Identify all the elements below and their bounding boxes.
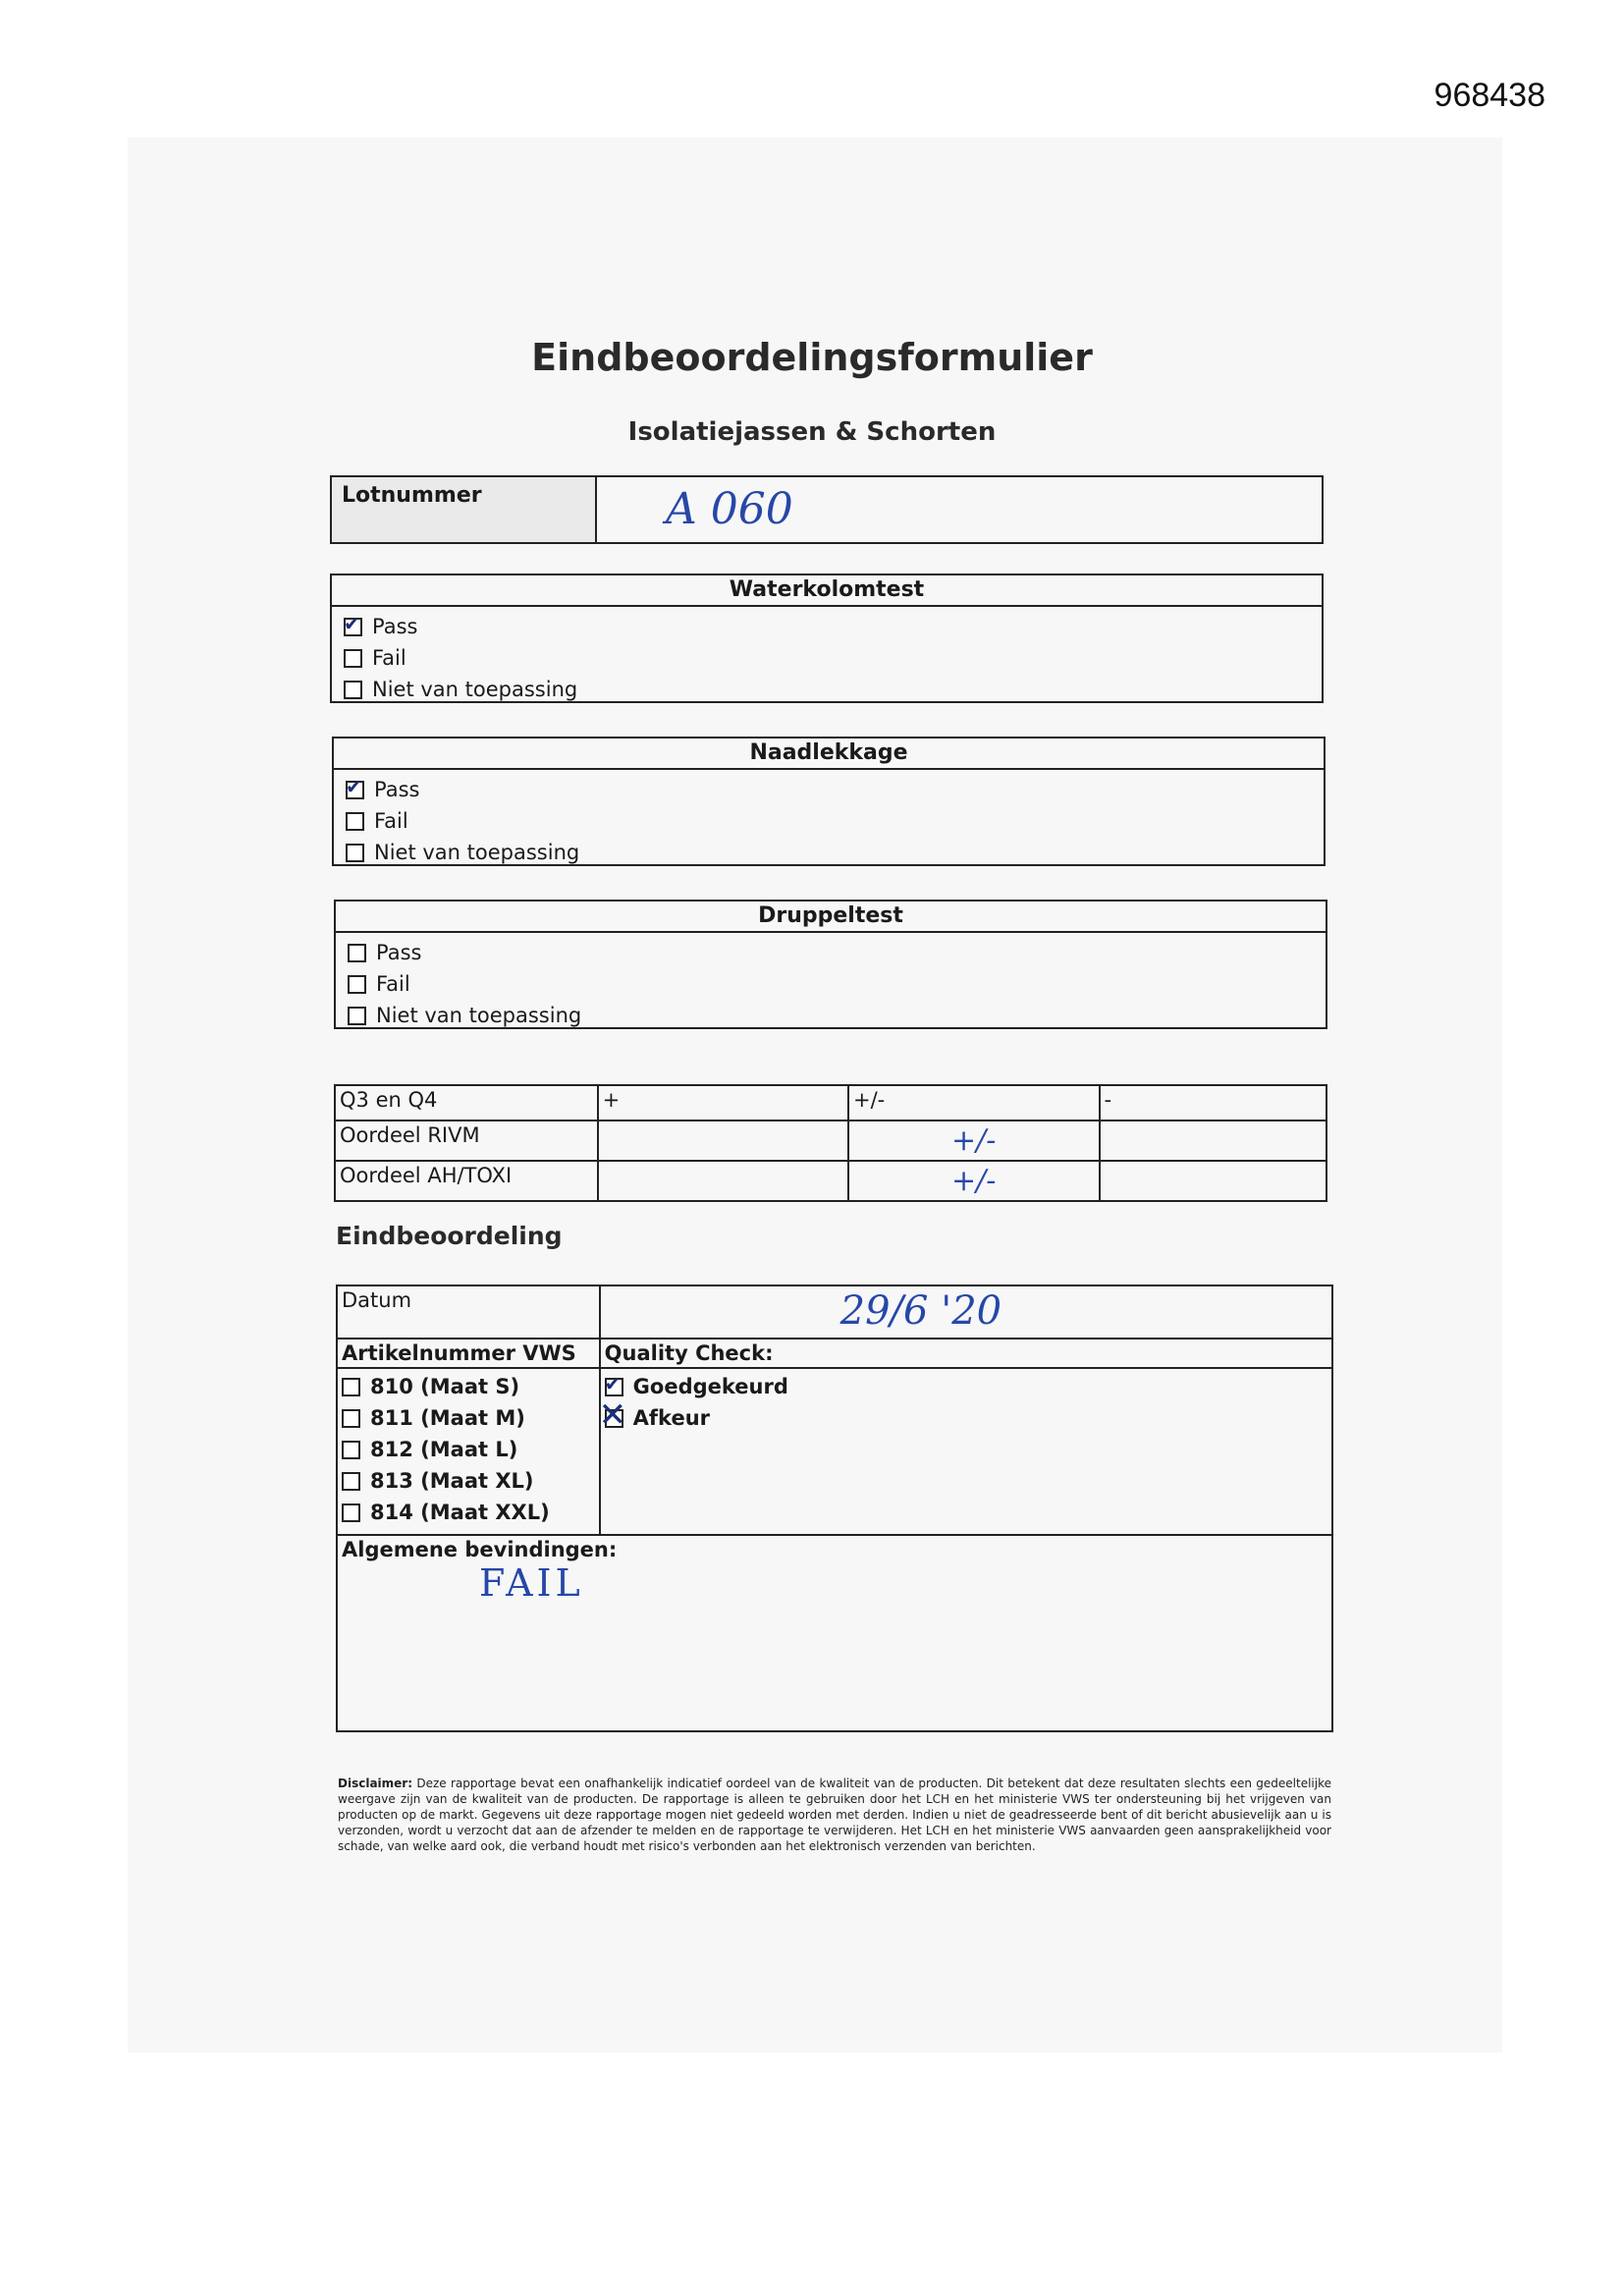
option-pass[interactable] bbox=[344, 611, 1310, 642]
artikel-812[interactable] bbox=[342, 1434, 595, 1465]
lot-number-value[interactable]: A 060 bbox=[666, 484, 793, 534]
cell-minus[interactable] bbox=[1100, 1121, 1327, 1161]
table-row bbox=[335, 1161, 1326, 1201]
checkbox-icon[interactable] bbox=[605, 1409, 623, 1428]
checkbox-icon[interactable] bbox=[348, 975, 366, 994]
checkbox-icon[interactable] bbox=[344, 618, 362, 636]
lot-number-row bbox=[330, 475, 1324, 544]
checkbox-icon[interactable] bbox=[348, 944, 366, 962]
option-label: 810 (Maat S) bbox=[370, 1375, 520, 1398]
quality-label: Quality Check: bbox=[600, 1339, 1332, 1368]
artikel-811[interactable] bbox=[342, 1402, 595, 1434]
option-pass[interactable] bbox=[346, 774, 1312, 805]
quality-afkeur[interactable] bbox=[605, 1402, 1327, 1434]
option-fail[interactable] bbox=[348, 968, 1314, 1000]
artikel-810[interactable] bbox=[342, 1371, 595, 1402]
option-fail[interactable] bbox=[344, 642, 1310, 674]
option-label: Pass bbox=[374, 778, 420, 801]
assessment-table bbox=[334, 1084, 1327, 1202]
cell-plus: + bbox=[598, 1085, 848, 1121]
lot-number-label: Lotnummer bbox=[332, 477, 597, 542]
cell-minus[interactable] bbox=[1100, 1161, 1327, 1201]
cell-plusminus: +/- bbox=[848, 1085, 1100, 1121]
option-label: 813 (Maat XL) bbox=[370, 1469, 534, 1493]
table-row bbox=[335, 1085, 1326, 1121]
test-druppeltest bbox=[334, 900, 1327, 1029]
datum-value[interactable] bbox=[600, 1285, 1332, 1339]
checkbox-icon[interactable] bbox=[605, 1378, 623, 1396]
quality-list bbox=[600, 1368, 1332, 1535]
table-row bbox=[337, 1339, 1332, 1368]
cell-minus: - bbox=[1100, 1085, 1327, 1121]
option-label: Niet van toepassing bbox=[372, 678, 578, 701]
form-subtitle: Isolatiejassen & Schorten bbox=[627, 417, 997, 447]
row-label: Oordeel RIVM bbox=[335, 1121, 598, 1161]
test-naadlekkage bbox=[332, 737, 1326, 866]
checkbox-icon[interactable] bbox=[346, 812, 364, 831]
checkbox-icon[interactable] bbox=[346, 781, 364, 799]
cell-plusminus[interactable]: +/- bbox=[848, 1161, 1100, 1201]
test-title: Druppeltest bbox=[336, 902, 1326, 933]
test-title: Waterkolomtest bbox=[332, 575, 1322, 607]
checkbox-icon[interactable] bbox=[342, 1441, 360, 1459]
row-label: Q3 en Q4 bbox=[335, 1085, 598, 1121]
test-waterkolomtest bbox=[330, 574, 1324, 703]
cell-plus[interactable] bbox=[598, 1121, 848, 1161]
datum-label: Datum bbox=[337, 1285, 600, 1339]
checkbox-icon[interactable] bbox=[344, 649, 362, 668]
option-nvt[interactable] bbox=[348, 1000, 1314, 1031]
option-label: Pass bbox=[372, 615, 418, 638]
option-label: Niet van toepassing bbox=[374, 841, 580, 864]
option-label: Goedgekeurd bbox=[632, 1375, 788, 1398]
checkbox-icon[interactable] bbox=[348, 1007, 366, 1025]
disclaimer-label: Disclaimer: bbox=[338, 1777, 413, 1790]
option-label: Fail bbox=[374, 809, 408, 833]
option-label: Afkeur bbox=[632, 1406, 710, 1430]
row-label: Oordeel AH/TOXI bbox=[335, 1161, 598, 1201]
option-label: Fail bbox=[372, 646, 406, 670]
checkbox-icon[interactable] bbox=[346, 844, 364, 862]
table-row bbox=[337, 1368, 1332, 1535]
option-label: 814 (Maat XXL) bbox=[370, 1501, 550, 1524]
final-assessment-table bbox=[336, 1285, 1333, 1732]
artikel-label: Artikelnummer VWS bbox=[337, 1339, 600, 1368]
checkbox-icon[interactable] bbox=[342, 1409, 360, 1428]
table-row bbox=[337, 1535, 1332, 1731]
option-label: Pass bbox=[376, 941, 422, 964]
option-label: 812 (Maat L) bbox=[370, 1438, 518, 1461]
disclaimer bbox=[338, 1776, 1331, 1854]
table-row bbox=[335, 1121, 1326, 1161]
cell-plusminus[interactable]: +/- bbox=[848, 1121, 1100, 1161]
artikel-813[interactable] bbox=[342, 1465, 595, 1497]
checkbox-icon[interactable] bbox=[342, 1472, 360, 1491]
option-label: 811 (Maat M) bbox=[370, 1406, 525, 1430]
checkbox-icon[interactable] bbox=[342, 1378, 360, 1396]
checkbox-icon[interactable] bbox=[344, 681, 362, 699]
checkbox-icon[interactable] bbox=[342, 1503, 360, 1522]
test-title: Naadlekkage bbox=[334, 738, 1324, 770]
option-label: Fail bbox=[376, 972, 410, 996]
bevindingen-handwritten: FAIL bbox=[479, 1561, 584, 1605]
cell-plus[interactable] bbox=[598, 1161, 848, 1201]
quality-goedgekeurd[interactable] bbox=[605, 1371, 1327, 1402]
document-id: 968438 bbox=[1434, 77, 1545, 114]
artikel-list bbox=[337, 1368, 600, 1535]
option-label: Niet van toepassing bbox=[376, 1004, 582, 1027]
section-heading: Eindbeoordeling bbox=[336, 1222, 563, 1250]
artikel-814[interactable] bbox=[342, 1497, 595, 1528]
form-title: Eindbeoordelingsformulier bbox=[531, 336, 1093, 379]
option-pass[interactable] bbox=[348, 937, 1314, 968]
disclaimer-text: Deze rapportage bevat een onafhankelijk indicatief oordeel van de kwaliteit van de producten. Dit betekent dat deze resultaten slechts een gedeeltelijke weergave zijn van de kwaliteit van de producten. De rapportage is alleen te gebruiken door het LCH en het ministerie VWS ter ondersteuning bij het vrijgeven van producten op de markt. Gegevens uit deze rapportage mogen niet gedeeld worden met derden. Indien u niet de geadresseerde bent of dit bericht abusievelijk aan u is verzonden, wordt u verzocht dat aan de afzender te melden en de rapportage te verwijderen. Het LCH en het ministerie VWS aanvaarden geen aansprakelijkheid voor schade, van welke aard ook, die verband houdt met risico's verbonden aan het elektronisch verzenden van berichten. bbox=[338, 1777, 1331, 1853]
datum-handwritten: 29/6 '20 bbox=[839, 1288, 1002, 1334]
table-row bbox=[337, 1285, 1332, 1339]
option-fail[interactable] bbox=[346, 805, 1312, 837]
bevindingen-cell[interactable] bbox=[337, 1535, 1332, 1731]
option-nvt[interactable] bbox=[346, 837, 1312, 868]
option-nvt[interactable] bbox=[344, 674, 1310, 705]
bevindingen-label: Algemene bevindingen: bbox=[342, 1538, 618, 1561]
